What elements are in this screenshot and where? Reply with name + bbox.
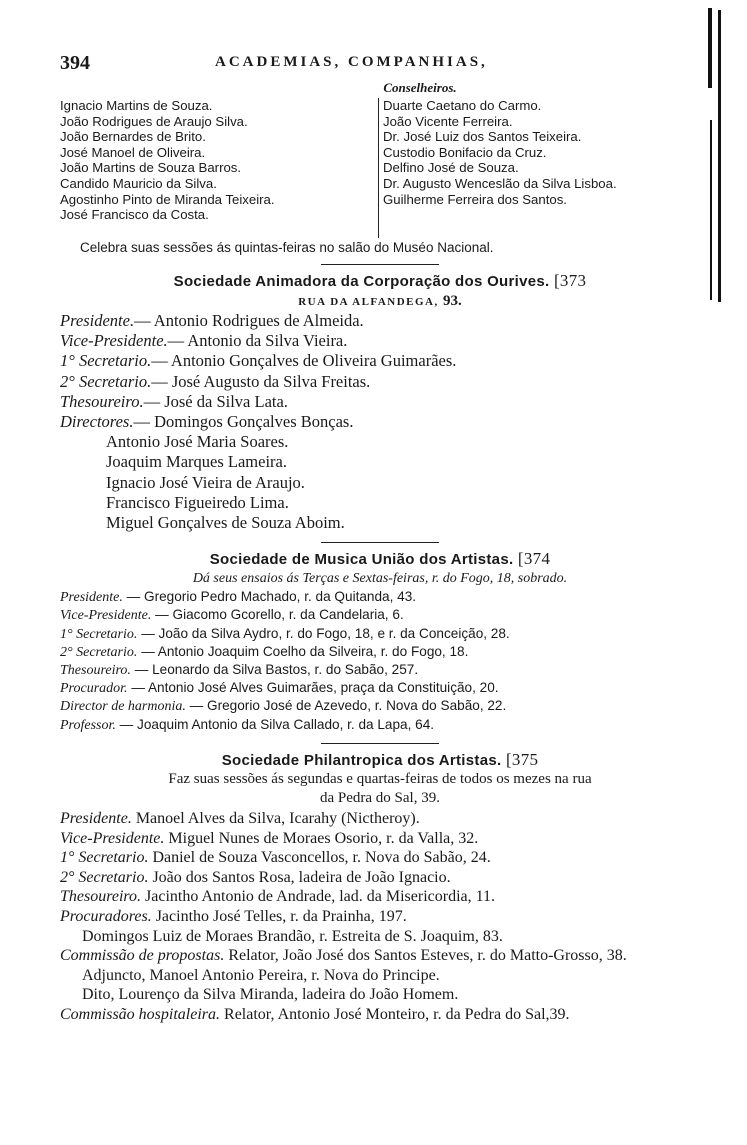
officer-entry — [60, 661, 700, 679]
officer-name: — João da Silva Aydro, r. do Fogo, 18, e r. da Conceição, 28. — [141, 625, 510, 641]
officer-name: — Gregorio José de Azevedo, r. Nova do Sabão, 22. — [189, 698, 507, 714]
officer-entry — [60, 829, 700, 849]
conselheiro-name: Agostinho Pinto de Miranda Teixeira. — [60, 191, 275, 207]
section-note: Faz suas sessões ás segundas e quartas-feiras de todos os mezes na rua — [168, 770, 592, 787]
officer-name: — Antonio Gonçalves de Oliveira Guimarães. — [151, 351, 457, 371]
adjuncto-entry: Adjuncto, Manoel Antonio Pereira, r. Nova do Principe. — [82, 966, 440, 984]
officer-role: Presidente. — [60, 311, 135, 330]
section-divider — [321, 743, 439, 744]
director-name: Ignacio José Vieira de Araujo. — [106, 472, 305, 492]
section-divider — [321, 542, 439, 543]
commission-role: Commissão hospitaleira. — [60, 1005, 221, 1023]
conselheiros-title: Conselheiros. — [383, 80, 457, 95]
officer-entry — [60, 868, 700, 888]
commission-relator: Relator, Antonio José Monteiro, r. da Pedra do Sal,39. — [224, 1005, 570, 1023]
officer-role: Procurador. — [60, 681, 128, 697]
page-edge-mark — [710, 120, 712, 300]
page-number: 394 — [60, 52, 90, 74]
officer-name: — Joaquim Antonio da Silva Callado, r. da Lapa, 64. — [119, 716, 435, 732]
page-header — [60, 48, 700, 78]
officer-name: — José Augusto da Silva Freitas. — [151, 371, 371, 391]
section-divider — [321, 264, 439, 265]
officer-name: Miguel Nunes de Moraes Osorio, r. da Valla, 32. — [168, 829, 479, 847]
commission-role: Commissão de propostas. — [60, 947, 225, 965]
officer-role: Presidente. — [60, 810, 132, 828]
musica-entries — [60, 588, 700, 734]
officer-entry — [60, 679, 700, 697]
officer-role: Directores. — [60, 412, 134, 432]
officer-name: — Giacomo Gcorello, r. da Candelaria, 6. — [155, 607, 404, 623]
officer-role: Thesoureiro. — [60, 888, 142, 906]
director-name: Antonio José Maria Soares. — [106, 432, 289, 452]
officer-name: — Antonio Joaquim Coelho da Silveira, r. do Fogo, 18. — [141, 643, 469, 659]
officer-entry — [60, 697, 700, 715]
conselheiro-name: Candido Mauricio da Silva. — [60, 175, 217, 191]
officer-role: Vice-Presidente. — [60, 829, 165, 847]
conselheiro-name: João Rodrigues de Araujo Silva. — [60, 113, 248, 129]
officer-entry — [60, 907, 700, 927]
address-street: RUA DA ALFANDEGA, — [298, 296, 439, 308]
conselheiro-name: Duarte Caetano do Carmo. — [383, 98, 542, 113]
officer-name: Manoel Alves da Silva, Icarahy (Nictheroy). — [135, 810, 420, 828]
section-ref-number: [374 — [517, 549, 551, 569]
conselheiro-name: José Francisco da Costa. — [60, 207, 209, 223]
section-title-text: Sociedade Philantropica dos Artistas. — [221, 751, 502, 769]
officer-role: Presidente. — [60, 590, 123, 606]
conselheiros-right-column — [378, 98, 617, 238]
officer-role: 1° Secretario. — [60, 351, 152, 371]
ourives-entries — [60, 311, 700, 533]
officer-entry — [60, 848, 700, 868]
officer-entry — [60, 372, 700, 392]
conselheiro-name: João Martins de Souza Barros. — [60, 160, 242, 176]
conselheiro-name: Custodio Bonifacio da Cruz. — [383, 144, 547, 160]
officer-role: 2° Secretario. — [60, 644, 138, 660]
section-ref-number: [375 — [505, 749, 539, 769]
section-title-ourives — [60, 271, 700, 291]
officer-entry — [60, 716, 700, 734]
commission-entry — [60, 1005, 700, 1025]
officer-name: — Antonio da Silva Vieira. — [167, 331, 348, 351]
officer-name: Jacintho José Telles, r. da Prainha, 197. — [155, 908, 407, 926]
conselheiro-name: Dr. José Luiz dos Santos Teixeira. — [383, 129, 582, 145]
officer-role: Vice-Presidente. — [60, 608, 152, 624]
philantropica-entries — [60, 770, 700, 1025]
officer-name: — Gregorio Pedro Machado, r. da Quitanda, 43. — [126, 589, 417, 605]
officer-entry — [60, 643, 700, 661]
conselheiro-name: Guilherme Ferreira dos Santos. — [383, 191, 567, 207]
officer-role: Vice-Presidente. — [60, 331, 168, 351]
officer-name: — Domingos Gonçalves Bonças. — [133, 412, 354, 432]
officer-name: — José da Silva Lata. — [143, 391, 288, 411]
section-note: da Pedra do Sal, 39. — [320, 790, 440, 807]
officer-name: — Antonio José Alves Guimarães, praça da Constituição, 20. — [131, 680, 499, 696]
conselheiro-name: Ignacio Martins de Souza. — [60, 98, 213, 113]
section-note: Dá seus ensaios ás Terças e Sextas-feiras, r. do Fogo, 18, sobrado. — [192, 571, 568, 587]
officer-entry — [60, 606, 700, 624]
officer-role: Director de harmonia. — [60, 699, 186, 715]
section-title-musica — [60, 549, 700, 569]
officer-name: João dos Santos Rosa, ladeira de João Ignacio. — [152, 868, 451, 886]
conselheiro-name: João Bernardes de Brito. — [60, 129, 206, 145]
officer-name: — Leonardo da Silva Bastos, r. do Sabão, 257. — [134, 662, 419, 678]
page-edge-mark — [718, 10, 721, 302]
section-title-text: Sociedade Animadora da Corporação dos Ourives. — [173, 273, 550, 290]
officer-entry — [60, 331, 700, 351]
officer-role: 1° Secretario. — [60, 626, 138, 642]
officer-role: 1° Secretario. — [60, 849, 149, 867]
director-name: Francisco Figueiredo Lima. — [106, 492, 289, 512]
section-address — [60, 293, 700, 310]
officer-role: Professor. — [60, 717, 116, 733]
address-number: 93. — [443, 293, 462, 309]
conselheiro-name: José Manoel de Oliveira. — [60, 144, 206, 160]
section-title-text: Sociedade de Musica União dos Artistas. — [209, 551, 514, 569]
conselheiros-sessions-note: Celebra suas sessões ás quintas-feiras no salão do Muséo Nacional. — [80, 240, 494, 255]
conselheiros-left-column — [60, 98, 378, 238]
running-title: ACADEMIAS, COMPANHIAS, — [215, 54, 488, 70]
procurador-entry: Domingos Luiz de Moraes Brandão, r. Estreita de S. Joaquim, 83. — [82, 927, 503, 945]
conselheiro-name: Dr. Augusto Wenceslão da Silva Lisboa. — [383, 175, 617, 191]
officer-entry — [60, 588, 700, 606]
dito-entry: Dito, Lourenço da Silva Miranda, ladeira do João Homem. — [82, 986, 459, 1004]
commission-relator: Relator, João José dos Santos Esteves, r. do Matto-Grosso, 38. — [228, 947, 627, 965]
conselheiro-name: João Vicente Ferreira. — [383, 113, 513, 129]
officer-entry — [60, 887, 700, 907]
officer-role: Thesoureiro. — [60, 663, 131, 679]
commission-entry — [60, 946, 700, 966]
conselheiro-name: Delfino José de Souza. — [383, 160, 519, 176]
officer-role: Procuradores. — [60, 908, 152, 926]
officer-name: — Antonio Rodrigues de Almeida. — [134, 311, 364, 330]
officer-entry — [60, 351, 700, 371]
officer-name: Jacintho Antonio de Andrade, lad. da Misericordia, 11. — [145, 888, 496, 906]
officer-role: 2° Secretario. — [60, 371, 152, 391]
section-ref-number: [373 — [553, 271, 587, 290]
section-title-philantropica — [60, 750, 700, 770]
conselheiros-columns — [60, 98, 700, 238]
officer-role: 2° Secretario. — [60, 868, 149, 886]
page — [60, 48, 700, 1025]
officer-entry — [60, 311, 700, 331]
officer-name: Daniel de Souza Vasconcellos, r. Nova do Sabão, 24. — [152, 849, 491, 867]
officer-entry — [60, 625, 700, 643]
page-edge-mark — [708, 8, 712, 88]
officer-entry — [60, 412, 700, 432]
officer-entry — [60, 392, 700, 412]
director-name: Joaquim Marques Lameira. — [106, 452, 287, 472]
director-name: Miguel Gonçalves de Souza Aboim. — [106, 513, 345, 533]
officer-entry — [60, 809, 700, 829]
officer-role: Thesoureiro. — [60, 391, 144, 411]
